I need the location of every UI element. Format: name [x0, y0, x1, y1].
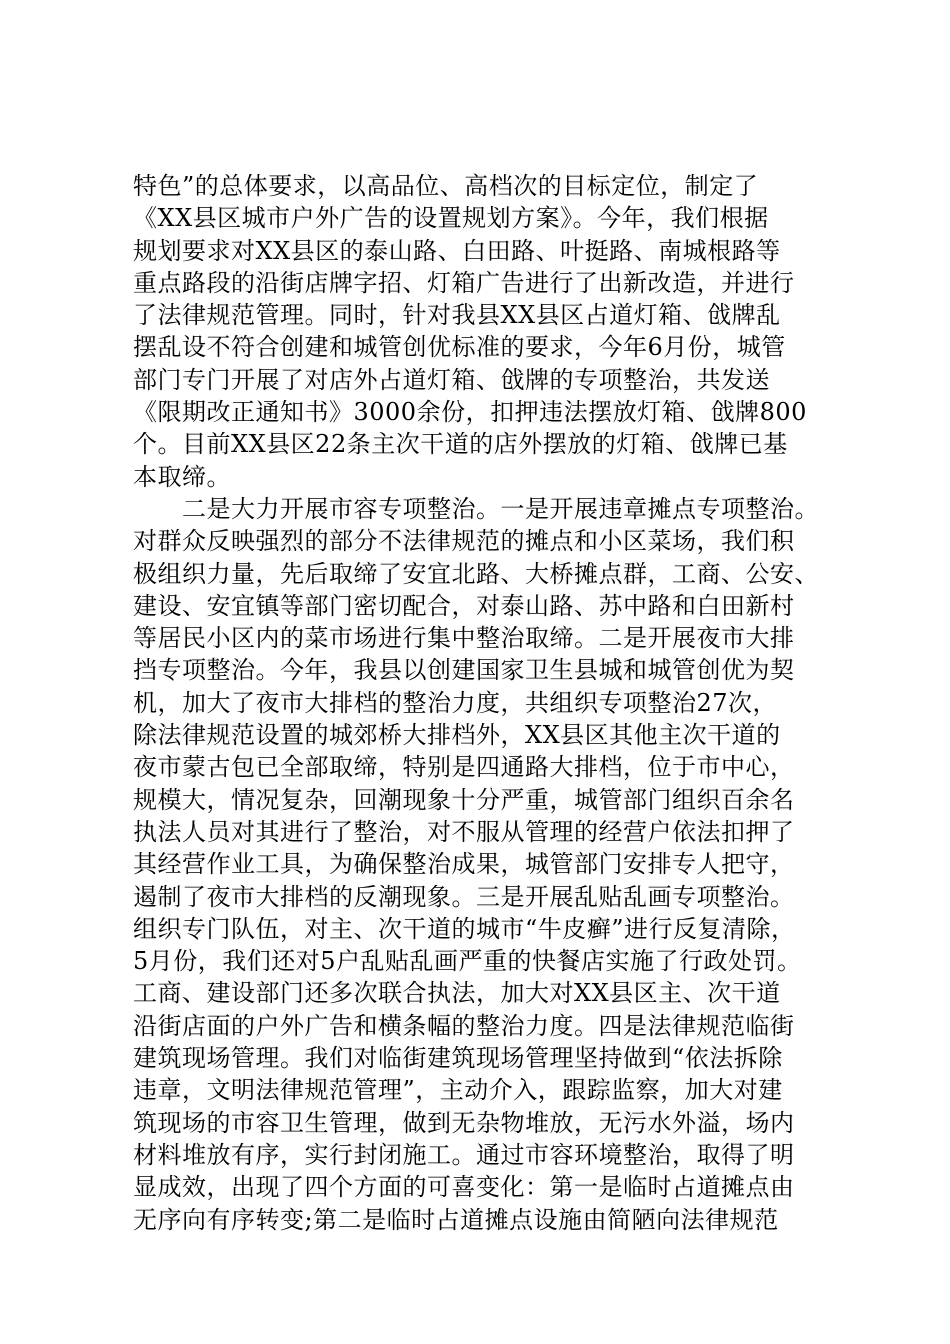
text-line: 规划要求对XX县区的泰山路、白田路、叶挺路、南城根路等	[133, 236, 781, 265]
text-line: 违章，文明法律规范管理”，主动介入，跟踪监察，加大对建	[133, 1076, 783, 1105]
text-line: 挡专项整治。今年，我县以创建国家卫生县城和城管创优为契	[133, 656, 795, 685]
text-line: 特色”的总体要求，以高品位、高档次的目标定位，制定了	[133, 172, 759, 200]
text-line: 规模大，情况复杂，回潮现象十分严重，城管部门组织百余名	[133, 785, 795, 814]
text-line: 摆乱设不符合创建和城管创优标准的要求，今年6月份，城管	[133, 333, 786, 362]
text-line: 5月份，我们还对5户乱贴乱画严重的快餐店实施了行政处罚。	[133, 947, 802, 976]
text-line: 显成效，出现了四个方面的可喜变化：第一是临时占道摊点由	[133, 1173, 795, 1202]
text-line: 等居民小区内的菜市场进行集中整治取缔。二是开展夜市大排	[133, 624, 795, 653]
text-line: 筑现场的市容卫生管理，做到无杂物堆放，无污水外溢，场内	[133, 1108, 795, 1137]
text-line: 极组织力量，先后取缔了安宜北路、大桥摊点群，工商、公安、	[133, 559, 819, 588]
text-line: 材料堆放有序，实行封闭施工。通过市容环境整治，取得了明	[133, 1140, 795, 1169]
text-line: 沿街店面的户外广告和横条幅的整治力度。四是法律规范临街	[133, 1011, 795, 1040]
text-line: 对群众反映强烈的部分不法律规范的摊点和小区菜场，我们积	[133, 527, 795, 556]
text-line: 《XX县区城市户外广告的设置规划方案》。今年，我们根据	[133, 204, 769, 233]
text-line: 遏制了夜市大排档的反潮现象。三是开展乱贴乱画专项整治。	[133, 882, 795, 911]
text-line: 重点路段的沿街店牌字招、灯箱广告进行了出新改造，并进行	[133, 268, 795, 297]
text-line: 建设、安宜镇等部门密切配合，对泰山路、苏中路和白田新村	[133, 591, 795, 620]
text-line: 了法律规范管理。同时，针对我县XX县区占道灯箱、戗牌乱	[133, 301, 781, 330]
text-line: 无序向有序转变;第二是临时占道摊点设施由简陋向法律规范	[133, 1205, 779, 1234]
text-line: 二是大力开展市容专项整治。一是开展违章摊点专项整治。	[133, 494, 819, 523]
text-line: 其经营作业工具，为确保整治成果，城管部门安排专人把守，	[133, 850, 795, 879]
text-line: 个。目前XX县区22条主次干道的店外摆放的灯箱、戗牌已基	[133, 430, 788, 459]
text-line: 组织专门队伍，对主、次干道的城市“牛皮癣”进行反复清除，	[133, 914, 796, 943]
text-line: 本取缔。	[133, 462, 231, 491]
text-line: 执法人员对其进行了整治，对不服从管理的经营户依法扣押了	[133, 817, 795, 846]
text-line: 建筑现场管理。我们对临街建筑现场管理坚持做到“依法拆除	[133, 1044, 783, 1073]
document-body	[133, 170, 853, 1236]
text-line: 机，加大了夜市大排档的整治力度，共组织专项整治27次，	[133, 688, 778, 717]
text-line: 除法律规范设置的城郊桥大排档外，XX县区其他主次干道的	[133, 721, 781, 750]
text-line: 夜市蒙古包已全部取缔，特别是四通路大排档，位于市中心，	[133, 753, 795, 782]
text-line: 《限期改正通知书》3000余份，扣押违法摆放灯箱、戗牌800	[133, 398, 807, 427]
text-line: 部门专门开展了对店外占道灯箱、戗牌的专项整治，共发送	[133, 365, 770, 394]
text-line: 工商、建设部门还多次联合执法，加大对XX县区主、次干道	[133, 979, 781, 1008]
